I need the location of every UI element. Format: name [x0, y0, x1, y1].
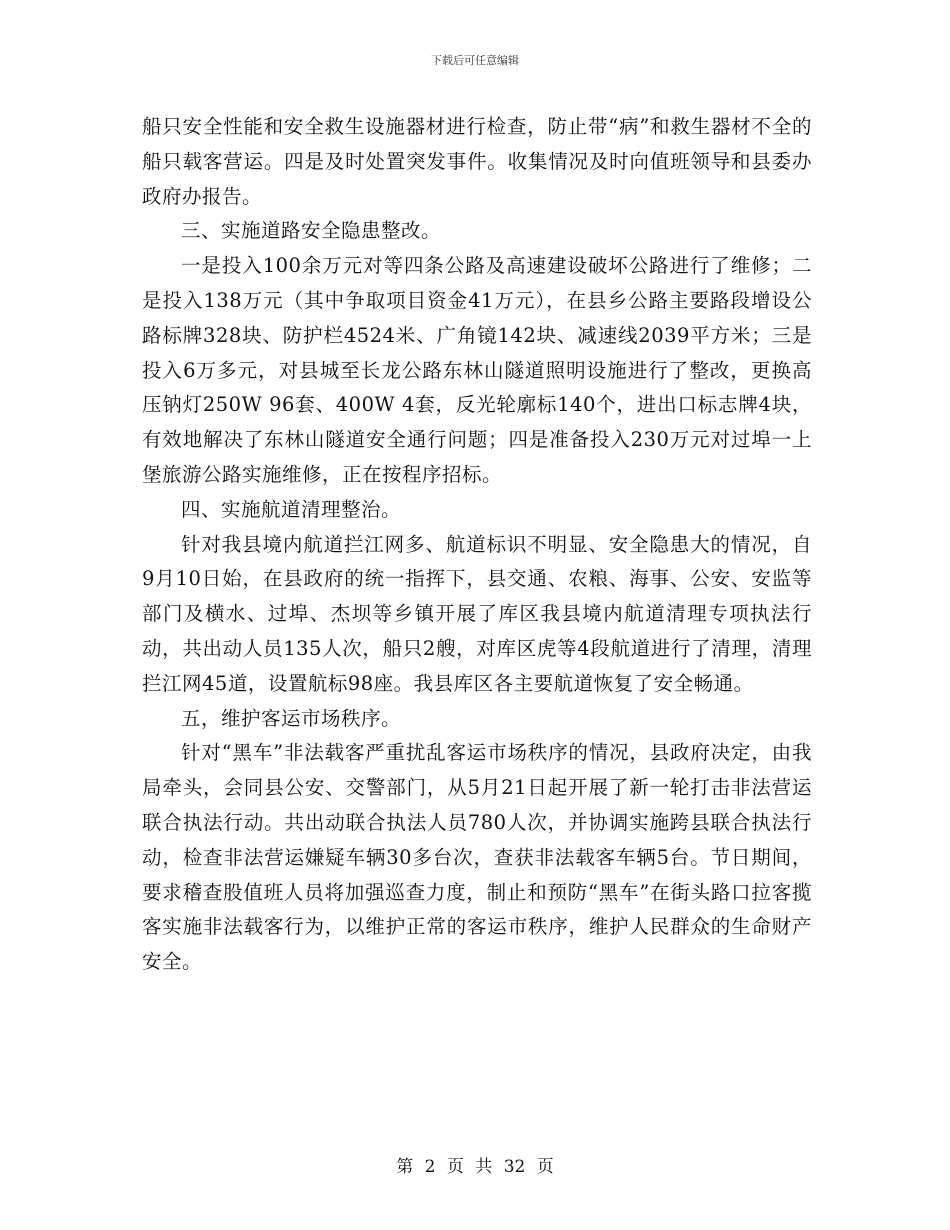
page-number-footer: 第 2 页 共 32 页	[396, 1157, 554, 1177]
section-heading: 四、实施航道清理整治。	[181, 497, 402, 521]
section-heading: 五，维护客运市场秩序。	[181, 706, 402, 730]
paragraph: 一是投入100余万元对等四条公路及高速建设破坏公路进行了维修；二是投入138万元（其中争取项目资金41万元），在县乡公路主要路段增设公路标牌328块、防护栏4524米、广角镜142块、减速线2039平方米；三是投入6万多元，对县城至长龙公路东林山隧道照明设施进行了整改，更换高压钠灯250W 96套、400W 4套，反光轮廓标140个，进出口标志牌4块，有效地解决了东林山隧道安全通行问题；四是准备投入230万元对过埠一上堡旅游公路实施维修，正在按程序招标。	[142, 254, 812, 486]
section-heading: 三、实施道路安全隐患整改。	[181, 219, 442, 243]
paragraph: 针对我县境内航道拦江网多、航道标识不明显、安全隐患大的情况，自9月10日始，在县政府的统一指挥下，县交通、农粮、海事、公安、安监等部门及横水、过埠、杰坝等乡镇开展了库区我县境内航道清理专项执法行动，共出动人员135人次，船只2艘，对库区虎等4段航道进行了清理，清理拦江网45道，设置航标98座。我县库区各主要航道恢复了安全畅通。	[142, 532, 812, 695]
paragraph: 针对“黑车”非法载客严重扰乱客运市场秩序的情况，县政府决定，由我局牵头，会同县公安、交警部门，从5月21日起开展了新一轮打击非法营运联合执法行动。共出动联合执法人员780人次，并协调实施跨县联合执法行动，检查非法营运嫌疑车辆30多台次，查获非法载客车辆5台。节日期间，要求稽查股值班人员将加强巡查力度，制止和预防“黑车”在街头路口拉客揽客实施非法载客行为，以维护正常的客运市秩序，维护人民群众的生命财产安全。	[142, 741, 812, 974]
page-header-note: 下载后可任意编辑	[431, 54, 519, 67]
document-body	[142, 110, 812, 980]
paragraph: 船只安全性能和安全救生设施器材进行检查，防止带“病”和救生器材不全的船只载客营运。四是及时处置突发事件。收集情况及时向值班领导和县委办政府办报告。	[142, 115, 812, 208]
